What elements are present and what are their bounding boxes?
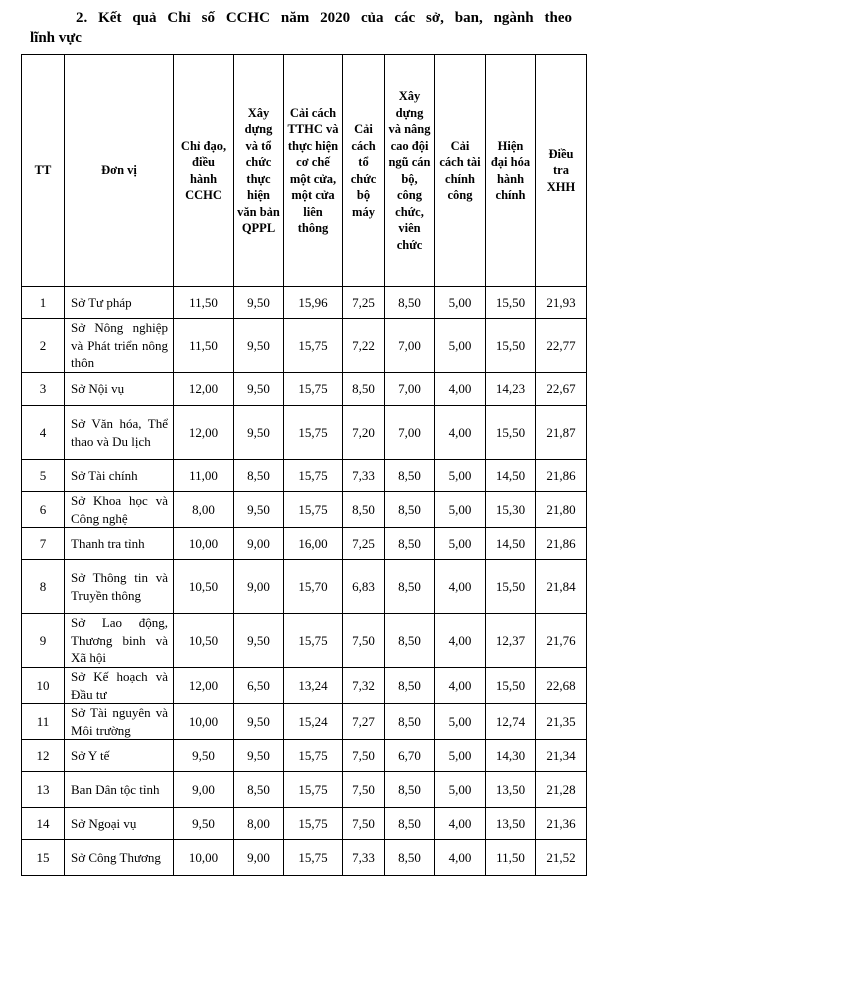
row-score: 21,52 [536, 840, 587, 876]
row-score: 14,30 [486, 740, 536, 772]
row-score: 5,00 [435, 704, 486, 740]
row-score: 9,50 [234, 614, 284, 668]
table-row [22, 668, 587, 704]
row-score: 15,75 [284, 492, 343, 528]
row-unit-name: Sở Nông nghiệp và Phát triển nông thôn [65, 319, 174, 373]
row-score: 5,00 [435, 460, 486, 492]
row-score: 7,27 [343, 704, 385, 740]
row-unit-name: Sở Văn hóa, Thể thao và Du lịch [65, 406, 174, 460]
row-score: 15,50 [486, 406, 536, 460]
row-score: 12,00 [174, 668, 234, 704]
row-score: 4,00 [435, 668, 486, 704]
row-score: 15,50 [486, 319, 536, 373]
row-score: 8,50 [385, 528, 435, 560]
row-score: 8,00 [174, 492, 234, 528]
row-tt: 6 [22, 492, 65, 528]
row-score: 15,75 [284, 740, 343, 772]
row-score: 11,50 [174, 287, 234, 319]
row-score: 8,50 [234, 460, 284, 492]
row-score: 9,50 [234, 740, 284, 772]
row-score: 4,00 [435, 808, 486, 840]
row-score: 15,75 [284, 840, 343, 876]
row-unit-name: Sở Tài chính [65, 460, 174, 492]
row-score: 21,86 [536, 528, 587, 560]
row-score: 10,00 [174, 704, 234, 740]
row-score: 12,74 [486, 704, 536, 740]
section-title [30, 8, 572, 48]
header-hien-dai-hoa: Hiện đại hóa hành chính [486, 55, 536, 287]
row-score: 4,00 [435, 560, 486, 614]
row-score: 6,50 [234, 668, 284, 704]
row-score: 21,36 [536, 808, 587, 840]
row-score: 15,70 [284, 560, 343, 614]
row-unit-name: Sở Tài nguyên và Môi trường [65, 704, 174, 740]
table-row [22, 406, 587, 460]
row-score: 22,77 [536, 319, 587, 373]
header-tthc: Cải cách TTHC và thực hiện cơ chế một cửa, một cửa liên thông [284, 55, 343, 287]
row-score: 15,75 [284, 319, 343, 373]
row-score: 11,50 [486, 840, 536, 876]
row-score: 21,93 [536, 287, 587, 319]
row-unit-name: Sở Lao động, Thương binh và Xã hội [65, 614, 174, 668]
row-tt: 8 [22, 560, 65, 614]
row-score: 9,50 [234, 406, 284, 460]
row-score: 11,00 [174, 460, 234, 492]
row-score: 8,50 [385, 808, 435, 840]
row-score: 21,28 [536, 772, 587, 808]
row-score: 21,80 [536, 492, 587, 528]
row-score: 7,50 [343, 614, 385, 668]
header-to-chuc-bo-may: Cải cách tổ chức bộ máy [343, 55, 385, 287]
row-unit-name: Thanh tra tỉnh [65, 528, 174, 560]
row-unit-name: Sở Công Thương [65, 840, 174, 876]
row-unit-name: Sở Thông tin và Truyền thông [65, 560, 174, 614]
table-row [22, 460, 587, 492]
row-score: 4,00 [435, 406, 486, 460]
row-tt: 15 [22, 840, 65, 876]
row-score: 9,50 [234, 319, 284, 373]
row-score: 21,76 [536, 614, 587, 668]
table-row [22, 319, 587, 373]
row-score: 21,35 [536, 704, 587, 740]
table-row [22, 560, 587, 614]
row-unit-name: Ban Dân tộc tỉnh [65, 772, 174, 808]
header-chi-dao: Chỉ đạo, điều hành CCHC [174, 55, 234, 287]
row-score: 15,75 [284, 373, 343, 406]
header-tai-chinh: Cải cách tài chính công [435, 55, 486, 287]
header-qppl: Xây dựng và tổ chức thực hiện văn bản QPPL [234, 55, 284, 287]
table-row [22, 704, 587, 740]
row-score: 5,00 [435, 772, 486, 808]
row-score: 9,50 [234, 373, 284, 406]
row-score: 13,24 [284, 668, 343, 704]
row-score: 5,00 [435, 740, 486, 772]
row-score: 15,75 [284, 614, 343, 668]
row-score: 4,00 [435, 614, 486, 668]
row-score: 12,00 [174, 373, 234, 406]
row-tt: 7 [22, 528, 65, 560]
header-dieu-tra: Điều tra XHH [536, 55, 587, 287]
row-score: 10,00 [174, 528, 234, 560]
row-tt: 12 [22, 740, 65, 772]
row-score: 13,50 [486, 772, 536, 808]
row-score: 7,20 [343, 406, 385, 460]
row-score: 8,50 [385, 287, 435, 319]
row-score: 8,50 [343, 492, 385, 528]
table-row [22, 740, 587, 772]
table-row [22, 614, 587, 668]
row-score: 10,50 [174, 560, 234, 614]
table-row [22, 492, 587, 528]
row-score: 10,00 [174, 840, 234, 876]
table-row [22, 840, 587, 876]
row-unit-name: Sở Ngoại vụ [65, 808, 174, 840]
section-title-line2: lĩnh vực [30, 30, 82, 46]
row-score: 9,50 [174, 740, 234, 772]
row-score: 21,84 [536, 560, 587, 614]
row-score: 5,00 [435, 528, 486, 560]
row-score: 8,50 [385, 704, 435, 740]
row-score: 6,83 [343, 560, 385, 614]
row-score: 11,50 [174, 319, 234, 373]
row-score: 4,00 [435, 373, 486, 406]
row-score: 15,75 [284, 808, 343, 840]
row-score: 5,00 [435, 287, 486, 319]
results-table [21, 54, 587, 876]
row-score: 7,32 [343, 668, 385, 704]
row-score: 8,50 [385, 560, 435, 614]
row-score: 9,50 [174, 808, 234, 840]
table-row [22, 373, 587, 406]
row-score: 15,75 [284, 460, 343, 492]
table-header-row [22, 55, 587, 287]
row-score: 15,24 [284, 704, 343, 740]
row-score: 8,50 [385, 840, 435, 876]
row-score: 14,50 [486, 528, 536, 560]
row-unit-name: Sở Nội vụ [65, 373, 174, 406]
row-score: 9,50 [234, 704, 284, 740]
row-score: 7,50 [343, 740, 385, 772]
table-row [22, 808, 587, 840]
row-tt: 13 [22, 772, 65, 808]
row-tt: 10 [22, 668, 65, 704]
row-unit-name: Sở Tư pháp [65, 287, 174, 319]
row-score: 14,23 [486, 373, 536, 406]
row-score: 7,00 [385, 406, 435, 460]
row-score: 9,00 [234, 840, 284, 876]
table-row [22, 528, 587, 560]
row-score: 15,50 [486, 560, 536, 614]
section-title-line1: 2. Kết quả Chỉ số CCHC năm 2020 của các sở, ban, ngành theo [76, 10, 572, 26]
row-score: 8,50 [385, 460, 435, 492]
row-score: 8,50 [385, 614, 435, 668]
row-tt: 4 [22, 406, 65, 460]
row-score: 6,70 [385, 740, 435, 772]
row-score: 14,50 [486, 460, 536, 492]
row-score: 4,00 [435, 840, 486, 876]
row-score: 8,50 [343, 373, 385, 406]
row-score: 7,50 [343, 808, 385, 840]
row-tt: 2 [22, 319, 65, 373]
header-can-bo: Xây dựng và nâng cao đội ngũ cán bộ, công chức, viên chức [385, 55, 435, 287]
row-score: 13,50 [486, 808, 536, 840]
row-score: 21,86 [536, 460, 587, 492]
row-tt: 14 [22, 808, 65, 840]
row-unit-name: Sở Kế hoạch và Đầu tư [65, 668, 174, 704]
row-score: 15,30 [486, 492, 536, 528]
row-score: 8,00 [234, 808, 284, 840]
row-score: 8,50 [234, 772, 284, 808]
row-score: 9,00 [174, 772, 234, 808]
row-score: 8,50 [385, 492, 435, 528]
table-row [22, 287, 587, 319]
row-score: 9,50 [234, 287, 284, 319]
row-score: 21,87 [536, 406, 587, 460]
row-score: 7,25 [343, 287, 385, 319]
row-score: 5,00 [435, 492, 486, 528]
row-score: 16,00 [284, 528, 343, 560]
row-score: 7,00 [385, 319, 435, 373]
row-score: 7,00 [385, 373, 435, 406]
row-score: 10,50 [174, 614, 234, 668]
row-score: 12,37 [486, 614, 536, 668]
row-score: 9,00 [234, 560, 284, 614]
row-score: 8,50 [385, 668, 435, 704]
row-score: 21,34 [536, 740, 587, 772]
row-score: 7,50 [343, 772, 385, 808]
row-score: 15,75 [284, 406, 343, 460]
row-score: 7,33 [343, 840, 385, 876]
row-unit-name: Sở Y tế [65, 740, 174, 772]
row-score: 15,50 [486, 668, 536, 704]
header-tt: TT [22, 55, 65, 287]
row-score: 15,75 [284, 772, 343, 808]
row-score: 9,00 [234, 528, 284, 560]
row-score: 7,25 [343, 528, 385, 560]
row-score: 22,68 [536, 668, 587, 704]
row-score: 9,50 [234, 492, 284, 528]
row-score: 15,96 [284, 287, 343, 319]
row-tt: 3 [22, 373, 65, 406]
row-tt: 1 [22, 287, 65, 319]
row-tt: 5 [22, 460, 65, 492]
row-score: 8,50 [385, 772, 435, 808]
row-tt: 11 [22, 704, 65, 740]
row-score: 12,00 [174, 406, 234, 460]
row-score: 22,67 [536, 373, 587, 406]
row-score: 7,22 [343, 319, 385, 373]
row-score: 15,50 [486, 287, 536, 319]
row-unit-name: Sở Khoa học và Công nghệ [65, 492, 174, 528]
table-row [22, 772, 587, 808]
header-don-vi: Đơn vị [65, 55, 174, 287]
row-score: 5,00 [435, 319, 486, 373]
row-score: 7,33 [343, 460, 385, 492]
row-tt: 9 [22, 614, 65, 668]
